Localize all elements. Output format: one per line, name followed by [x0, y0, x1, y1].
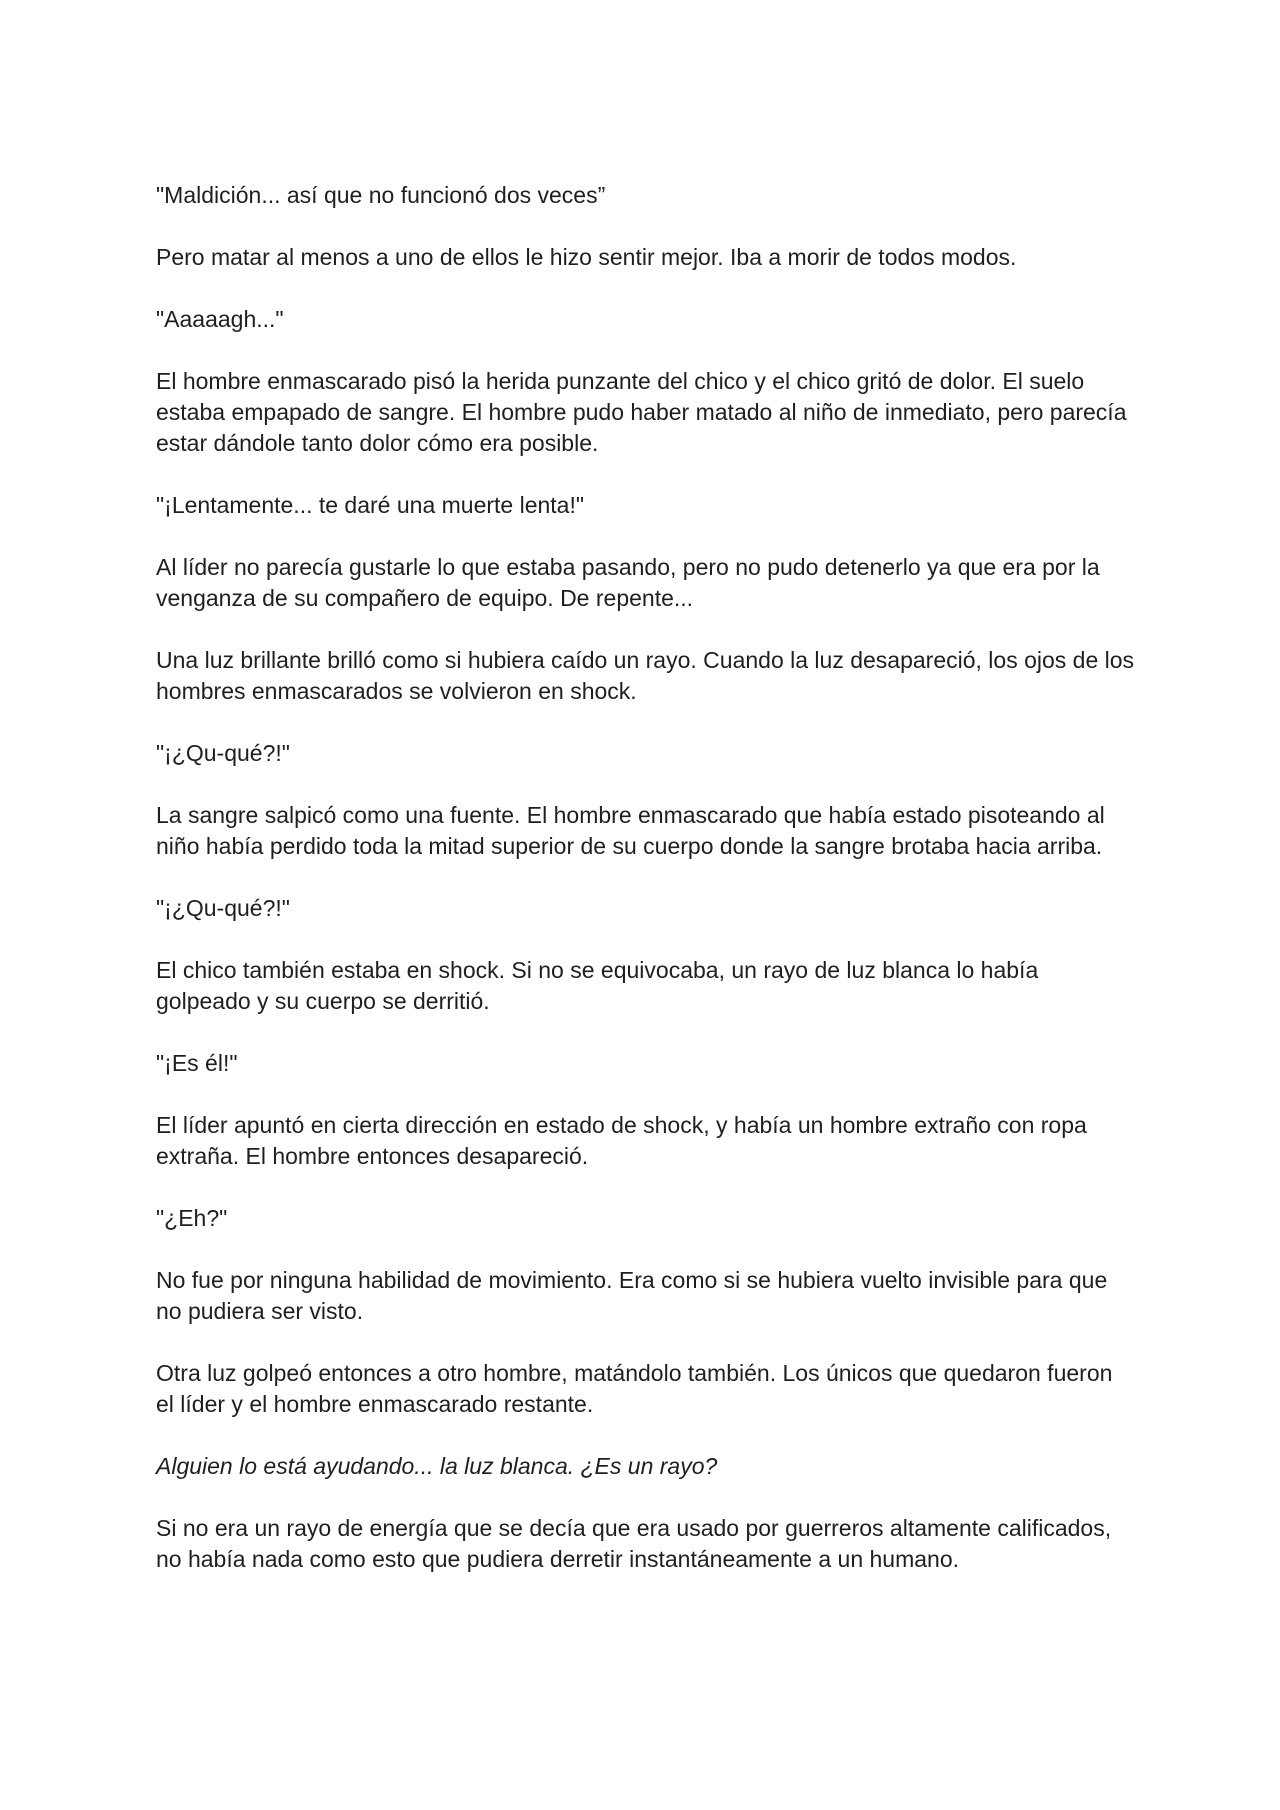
- paragraph-17-italic: Alguien lo está ayudando... la luz blanca. ¿Es un rayo?: [156, 1453, 718, 1479]
- paragraph-15: No fue por ninguna habilidad de movimiento. Era como si se hubiera vuelto invisible para que no pudiera ser visto.: [156, 1267, 1108, 1324]
- paragraph-16: Otra luz golpeó entonces a otro hombre, matándolo también. Los únicos que quedaron fueron el líder y el hombre enmascarado restante.: [156, 1360, 1113, 1417]
- paragraph-8: "¡¿Qu-qué?!": [156, 740, 290, 766]
- paragraph-6: Al líder no parecía gustarle lo que estaba pasando, pero no pudo detenerlo ya que era por la venganza de su compañero de equipo. De repente...: [156, 554, 1100, 611]
- paragraph-11: El chico también estaba en shock. Si no se equivocaba, un rayo de luz blanca lo había golpeado y su cuerpo se derritió.: [156, 957, 1039, 1014]
- paragraph-2: Pero matar al menos a uno de ellos le hizo sentir mejor. Iba a morir de todos modos.: [156, 244, 1017, 270]
- paragraph-18: Si no era un rayo de energía que se decía que era usado por guerreros altamente calificados, no había nada como esto que pudiera derretir instantáneamente a un humano.: [156, 1515, 1112, 1572]
- paragraph-1: "Maldición... así que no funcionó dos veces”: [156, 182, 606, 208]
- paragraph-4: El hombre enmascarado pisó la herida punzante del chico y el chico gritó de dolor. El suelo estaba empapado de sangre. El hombre pudo haber matado al niño de inmediato, pero parecía estar dándole tanto dolor cómo era posible.: [156, 368, 1127, 456]
- document-body: [156, 180, 1136, 1606]
- paragraph-5: "¡Lentamente... te daré una muerte lenta!": [156, 492, 585, 518]
- paragraph-7: Una luz brillante brilló como si hubiera caído un rayo. Cuando la luz desapareció, los ojos de los hombres enmascarados se volvieron en shock.: [156, 647, 1135, 704]
- paragraph-14: "¿Eh?": [156, 1205, 228, 1231]
- paragraph-13: El líder apuntó en cierta dirección en estado de shock, y había un hombre extraño con ropa extraña. El hombre entonces desapareció.: [156, 1112, 1087, 1169]
- paragraph-9: La sangre salpicó como una fuente. El hombre enmascarado que había estado pisoteando al niño había perdido toda la mitad superior de su cuerpo donde la sangre brotaba hacia arriba.: [156, 802, 1105, 859]
- paragraph-10: "¡¿Qu-qué?!": [156, 895, 290, 921]
- paragraph-3: "Aaaaagh...": [156, 306, 284, 332]
- paragraph-12: "¡Es él!": [156, 1050, 238, 1076]
